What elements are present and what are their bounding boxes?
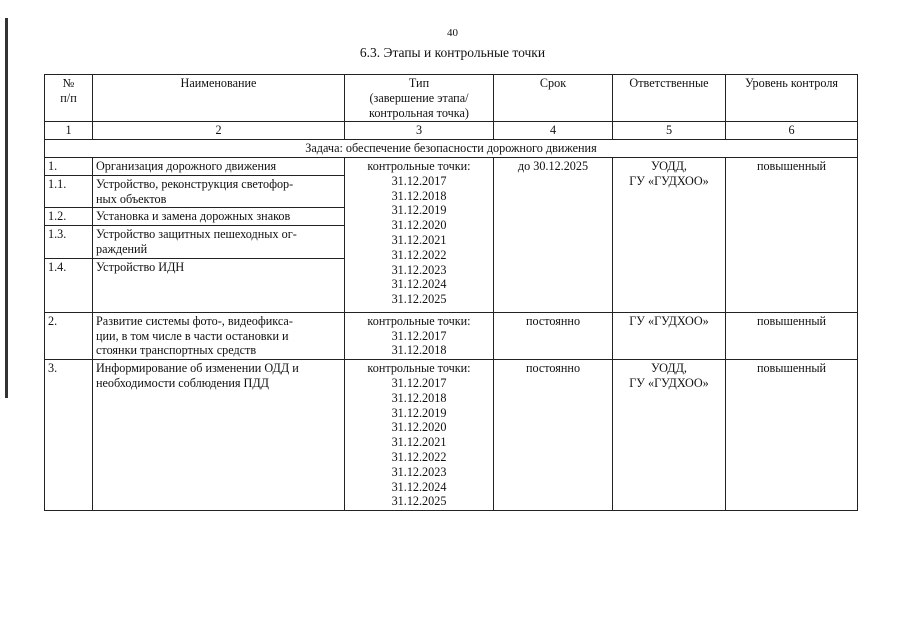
responsible-cell: УОДД, ГУ «ГУДХОО»	[613, 360, 726, 511]
header-no: № п/п	[45, 75, 93, 122]
row-number: 1.1.	[45, 175, 93, 208]
table-row	[45, 360, 858, 511]
row-name: Развитие системы фото-, видеофикса- ции, в том числе в части остановки и стоянки транспортных средств	[93, 312, 345, 359]
responsible-cell: ГУ «ГУДХОО»	[613, 312, 726, 359]
term-cell: постоянно	[494, 360, 613, 511]
column-number: 3	[345, 122, 494, 140]
row-name: Устройство ИДН	[93, 258, 345, 312]
column-number: 1	[45, 122, 93, 140]
control-level-cell: повышенный	[726, 312, 858, 359]
table-row	[45, 157, 858, 175]
term-cell: постоянно	[494, 312, 613, 359]
header-term: Срок	[494, 75, 613, 122]
row-number: 2.	[45, 312, 93, 359]
type-cell: контрольные точки: 31.12.2017 31.12.2018	[345, 312, 494, 359]
task-row	[45, 140, 858, 158]
row-name: Устройство защитных пешеходных ог- раждений	[93, 226, 345, 259]
row-number: 3.	[45, 360, 93, 511]
type-cell: контрольные точки: 31.12.2017 31.12.2018 31.12.2019 31.12.2020 31.12.2021 31.12.2022 31.12.2023 31.12.2024 31.12.2025	[345, 157, 494, 312]
row-number: 1.2.	[45, 208, 93, 226]
row-name: Установка и замена дорожных знаков	[93, 208, 345, 226]
row-number: 1.	[45, 157, 93, 175]
row-name: Устройство, реконструкция светофор- ных объектов	[93, 175, 345, 208]
column-number: 2	[93, 122, 345, 140]
row-number: 1.3.	[45, 226, 93, 259]
column-number: 4	[494, 122, 613, 140]
header-name: Наименование	[93, 75, 345, 122]
section-title: 6.3. Этапы и контрольные точки	[359, 45, 546, 60]
page-number: 40	[447, 27, 458, 39]
control-level-cell: повышенный	[726, 360, 858, 511]
row-name: Организация дорожного движения	[93, 157, 345, 175]
term-cell: до 30.12.2025	[494, 157, 613, 312]
scan-edge-mark	[5, 18, 8, 398]
column-number: 6	[726, 122, 858, 140]
header-control-level: Уровень контроля	[726, 75, 858, 122]
header-type: Тип (завершение этапа/ контрольная точка)	[345, 75, 494, 122]
table-row	[45, 312, 858, 359]
task-title: Задача: обеспечение безопасности дорожного движения	[45, 140, 858, 158]
row-number: 1.4.	[45, 258, 93, 312]
column-number-row	[45, 122, 858, 140]
type-cell: контрольные точки: 31.12.2017 31.12.2018 31.12.2019 31.12.2020 31.12.2021 31.12.2022 31.12.2023 31.12.2024 31.12.2025	[345, 360, 494, 511]
stages-table	[44, 74, 858, 511]
responsible-cell: УОДД, ГУ «ГУДХОО»	[613, 157, 726, 312]
row-name: Информирование об изменении ОДД и необходимости соблюдения ПДД	[93, 360, 345, 511]
header-row	[45, 75, 858, 122]
column-number: 5	[613, 122, 726, 140]
control-level-cell: повышенный	[726, 157, 858, 312]
header-responsible: Ответственные	[613, 75, 726, 122]
